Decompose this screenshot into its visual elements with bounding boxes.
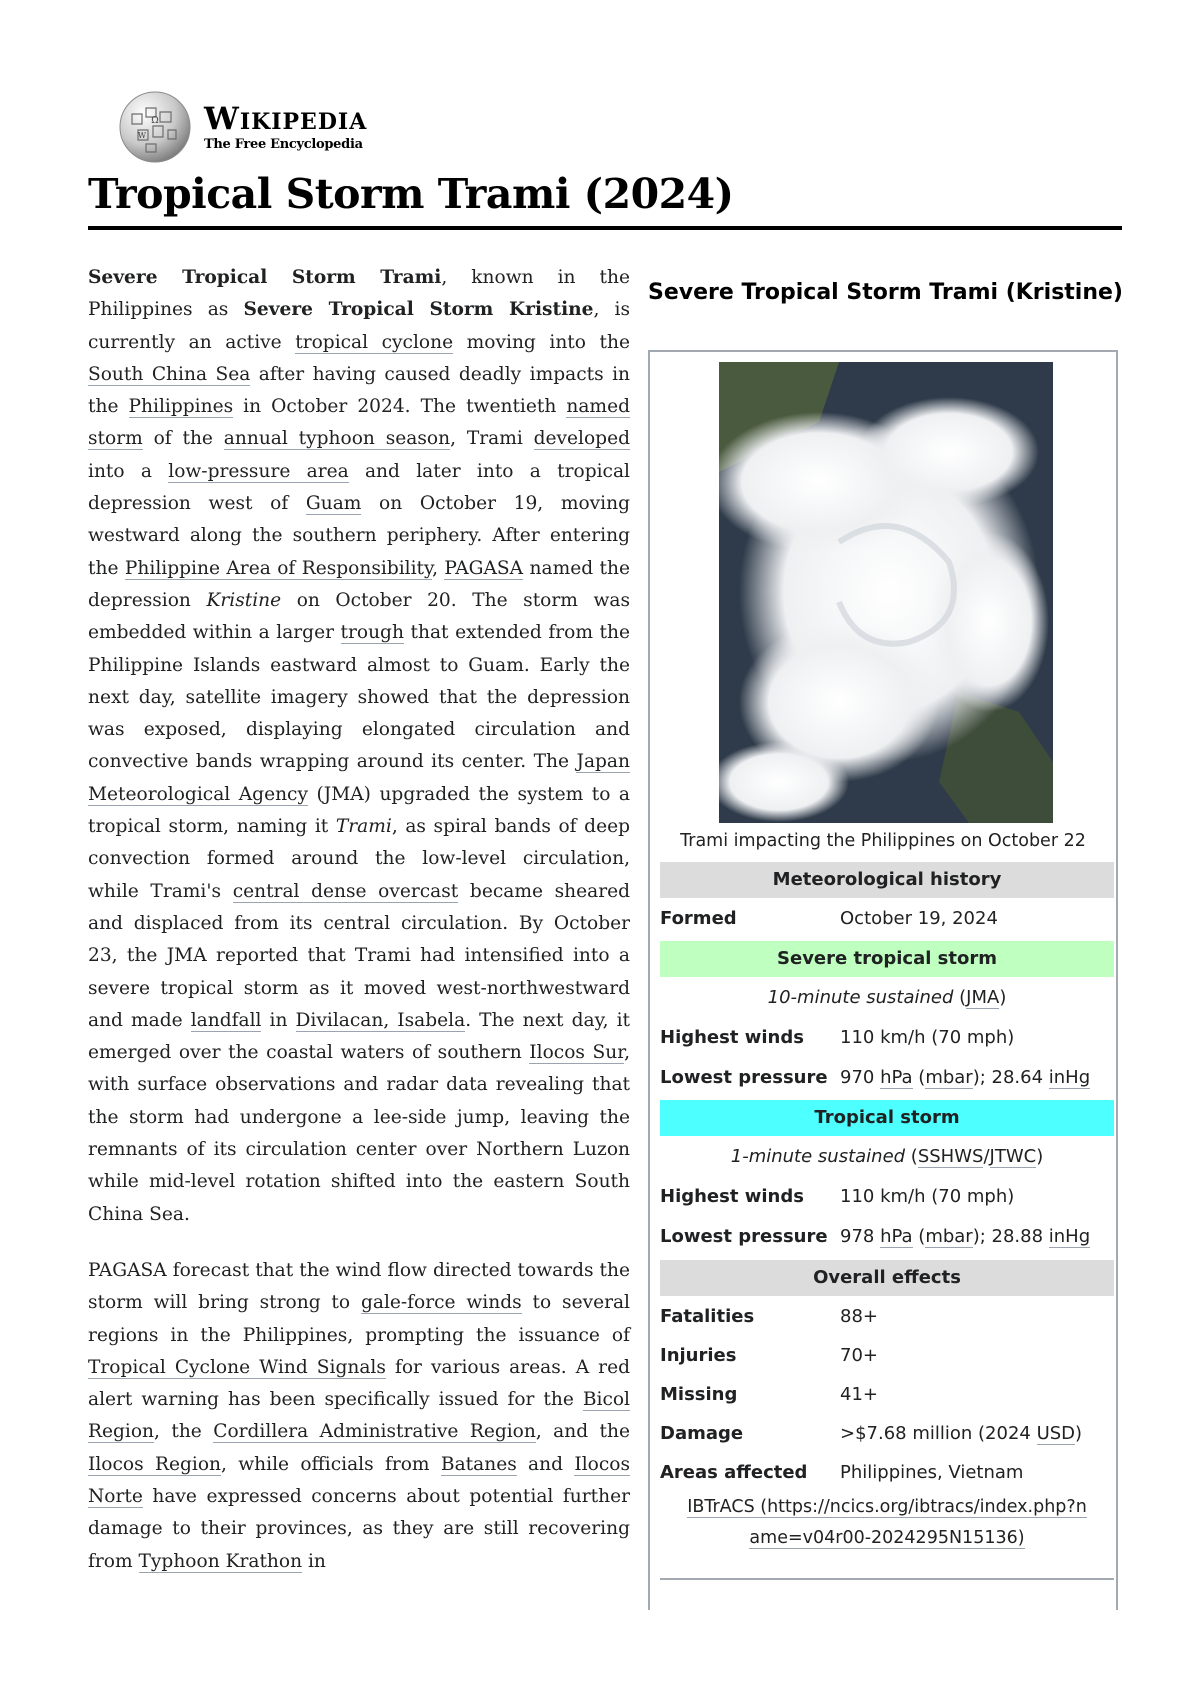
- fatalities-value: 88+: [840, 1306, 878, 1327]
- wiki-link[interactable]: developed: [533, 428, 630, 450]
- formed-row: [660, 901, 1114, 937]
- text-run: named the depression: [88, 557, 630, 611]
- formed-value: October 19, 2024: [840, 908, 998, 929]
- bold-term: Severe Tropical Storm Trami: [88, 267, 442, 288]
- wiki-link[interactable]: Ilocos Sur: [529, 1042, 625, 1064]
- damage-row: [660, 1416, 1114, 1452]
- wiki-link[interactable]: Philippine Area of Responsibility: [124, 557, 433, 579]
- wiki-link[interactable]: Ilocos Region: [88, 1453, 221, 1475]
- italic-term: Kristine: [206, 589, 282, 611]
- ts-sustained-note: [660, 1139, 1114, 1175]
- ts-winds-value: 110 km/h (70 mph): [840, 1186, 1015, 1207]
- text-run: into a: [88, 460, 169, 482]
- text-run: , Trami: [450, 428, 534, 450]
- text-run: moving into the: [453, 331, 630, 353]
- paragraph-2: [88, 1255, 630, 1578]
- wikipedia-globe-icon: [118, 90, 192, 164]
- wiki-link[interactable]: landfall: [190, 1009, 262, 1031]
- text-run: in: [261, 1009, 296, 1031]
- wiki-link[interactable]: Cordillera Administrative Region: [213, 1421, 536, 1443]
- ts-winds-label: Highest winds: [660, 1186, 804, 1207]
- wiki-link[interactable]: SSHWS: [917, 1146, 984, 1167]
- text-run: , and the: [535, 1421, 630, 1443]
- wiki-link[interactable]: low-pressure area: [168, 460, 349, 482]
- text-run: of the: [142, 428, 224, 450]
- wiki-link[interactable]: annual typhoon season: [223, 428, 451, 450]
- ts-pressure-row: [660, 1219, 1114, 1255]
- wiki-link[interactable]: hPa: [880, 1226, 913, 1247]
- ibtracs-link[interactable]: [660, 1492, 1114, 1554]
- jma-link[interactable]: JMA: [966, 987, 1000, 1008]
- wiki-link[interactable]: mbar: [925, 1226, 973, 1247]
- svg-text:W: W: [137, 131, 147, 140]
- text-run: for various areas. A red alert warning has been specifically issued for the: [88, 1356, 630, 1411]
- fatalities-label: Fatalities: [660, 1306, 755, 1327]
- sts-pressure-label: Lowest pressure: [660, 1067, 828, 1088]
- sts-paren-close: ): [999, 987, 1007, 1008]
- italic-term: Trami: [335, 816, 392, 838]
- sts-winds-label: Highest winds: [660, 1027, 804, 1048]
- wiki-link[interactable]: JTWC: [989, 1146, 1037, 1167]
- wiki-link[interactable]: Guam: [305, 493, 362, 515]
- text-run: , known in the Philippines as: [88, 267, 630, 321]
- text-run: ); 28.64: [972, 1067, 1049, 1088]
- sts-sustained-label: 10-minute sustained: [767, 987, 954, 1008]
- text-run: , as spiral bands of deep convection formed around the low-level circulation, while Trami's: [88, 816, 630, 902]
- severe-tropical-storm-header: Severe tropical storm: [660, 941, 1114, 977]
- svg-text:Ω: Ω: [151, 116, 159, 126]
- sts-paren-open: (: [953, 987, 967, 1008]
- injuries-label: Injuries: [660, 1345, 737, 1366]
- bold-term: Severe Tropical Storm Kristine: [243, 299, 594, 321]
- formed-label: Formed: [660, 908, 737, 929]
- wiki-link[interactable]: named storm: [88, 396, 630, 450]
- sts-pressure-row: [660, 1060, 1114, 1096]
- areas-affected-label: Areas affected: [660, 1462, 808, 1483]
- wiki-link[interactable]: South China Sea: [88, 363, 251, 385]
- paragraph-1: [88, 262, 630, 1231]
- ts-pressure-label: Lowest pressure: [660, 1226, 828, 1247]
- text-run: . The next day, it emerged over the coastal waters of southern: [88, 1009, 630, 1064]
- wiki-link[interactable]: Japan Meteorological Agency: [88, 751, 630, 805]
- wiki-link[interactable]: mbar: [925, 1067, 973, 1088]
- wiki-link[interactable]: Divilacan, Isabela: [295, 1009, 466, 1031]
- image-caption: Trami impacting the Philippines on October 22: [680, 831, 1086, 851]
- text-run: 970: [840, 1067, 881, 1088]
- infobox: [648, 350, 1118, 1610]
- overall-effects-header: Overall effects: [660, 1260, 1114, 1296]
- wiki-link[interactable]: hPa: [880, 1067, 913, 1088]
- wiki-link[interactable]: Ilocos Norte: [88, 1453, 630, 1507]
- italic-term: 1-minute sustained: [730, 1146, 906, 1167]
- fatalities-row: [660, 1299, 1114, 1335]
- sts-pressure-value: [840, 1060, 1090, 1096]
- text-run: have expressed concerns about potential further damage to their provinces, as they are still recovering from: [88, 1485, 630, 1572]
- areas-affected-row: [660, 1455, 1114, 1491]
- text-run: and later into a tropical depression west of: [88, 460, 630, 515]
- wiki-link[interactable]: PAGASA: [444, 557, 524, 579]
- ts-pressure-value: [840, 1219, 1090, 1255]
- text-run: after having caused deadly impacts in the: [88, 363, 630, 418]
- wiki-link[interactable]: Bicol Region: [88, 1389, 630, 1443]
- text-run: (: [912, 1067, 926, 1088]
- sts-winds-row: [660, 1020, 1114, 1056]
- missing-row: [660, 1377, 1114, 1413]
- sts-winds-value: 110 km/h (70 mph): [840, 1027, 1015, 1048]
- wiki-link[interactable]: Batanes: [440, 1453, 517, 1475]
- wiki-link[interactable]: gale-force winds: [360, 1292, 522, 1314]
- wiki-link[interactable]: inHg: [1048, 1067, 1091, 1088]
- text-run: /: [983, 1146, 990, 1167]
- text-run: to several regions in the Philippines, prompting the issuance of: [88, 1292, 631, 1346]
- text-run: that extended from the Philippine Islands eastward almost to Guam. Early the next day, satellite imagery showed that the depression was exposed, displaying elongated circulation and convective bands wrapping around its center. The: [88, 622, 630, 773]
- wikipedia-wordmark: [204, 100, 368, 152]
- infobox-caption: Severe Tropical Storm Trami (Kristine): [648, 280, 1123, 305]
- infobox-divider: [660, 1578, 1114, 1580]
- text-run: (: [912, 1226, 926, 1247]
- text-run: on October 20. The storm was embedded within a larger: [88, 589, 630, 644]
- text-run: , the: [154, 1421, 214, 1443]
- tropical-storm-header: Tropical storm: [660, 1100, 1114, 1136]
- text-run: 978: [840, 1226, 881, 1247]
- text-run: , with surface observations and radar data revealing that the storm had undergone a lee-side jump, leaving the remnants of its circulation center over Northern Luzon while mid-level rotation shifted into the eastern South China Sea.: [88, 1042, 631, 1225]
- text-run: ): [1075, 1423, 1083, 1444]
- text-run: (JMA) upgraded the system to a tropical storm, naming it: [88, 783, 630, 838]
- damage-value: [840, 1416, 1082, 1452]
- text-run: ,: [432, 557, 445, 579]
- wiki-link[interactable]: Typhoon Krathon: [138, 1550, 303, 1572]
- ts-winds-row: [660, 1179, 1114, 1215]
- wordmark-tagline: The Free Encyclopedia: [204, 136, 363, 152]
- areas-affected-value: Philippines, Vietnam: [840, 1462, 1024, 1483]
- ibtracs-link-line-2[interactable]: ame=v04r00-2024295N15136): [749, 1528, 1025, 1548]
- text-run: , while officials from: [221, 1453, 441, 1475]
- sts-sustained-note: [660, 980, 1114, 1016]
- text-run: in October 2024. The twentieth: [233, 396, 567, 418]
- wordmark-name: Wikipedia: [204, 100, 368, 137]
- text-run: PAGASA forecast that the wind flow directed towards the storm will bring strong to: [88, 1259, 630, 1314]
- wiki-link[interactable]: Philippines: [128, 396, 234, 418]
- text-run: in: [302, 1550, 326, 1572]
- text-run: (: [905, 1146, 918, 1167]
- text-run: , is currently an active: [88, 299, 630, 353]
- satellite-image[interactable]: [719, 362, 1053, 823]
- text-run: on October 19, moving westward along the southern periphery. After entering the: [88, 493, 630, 579]
- wiki-link[interactable]: Tropical Cyclone Wind Signals: [88, 1356, 386, 1378]
- wiki-link[interactable]: trough: [340, 622, 404, 644]
- wiki-link[interactable]: tropical cyclone: [295, 331, 454, 353]
- title-divider: [88, 226, 1122, 230]
- text-run: ); 28.88: [972, 1226, 1049, 1247]
- article-body: [88, 262, 630, 1602]
- page-title: Tropical Storm Trami (2024): [88, 170, 734, 218]
- meteorological-history-header: Meteorological history: [660, 862, 1114, 898]
- injuries-row: [660, 1338, 1114, 1374]
- wikipedia-logo[interactable]: [118, 90, 367, 164]
- text-run: >$7.68 million (2024: [840, 1423, 1037, 1444]
- missing-value: 41+: [840, 1384, 878, 1405]
- wiki-link[interactable]: inHg: [1048, 1226, 1091, 1247]
- missing-label: Missing: [660, 1384, 738, 1405]
- text-run: ): [1036, 1146, 1044, 1167]
- damage-label: Damage: [660, 1423, 744, 1444]
- wiki-link[interactable]: central dense overcast: [232, 880, 459, 902]
- ibtracs-link-line-1[interactable]: IBTrACS (https://ncics.org/ibtracs/index.php?n: [687, 1497, 1087, 1517]
- text-run: and: [516, 1453, 575, 1475]
- injuries-value: 70+: [840, 1345, 878, 1366]
- text-run: became sheared and displaced from its central circulation. By October 23, the JMA reported that Trami had intensified into a severe tropical storm as it moved west-northwestward and made: [88, 880, 631, 1031]
- wiki-link[interactable]: USD: [1036, 1423, 1076, 1444]
